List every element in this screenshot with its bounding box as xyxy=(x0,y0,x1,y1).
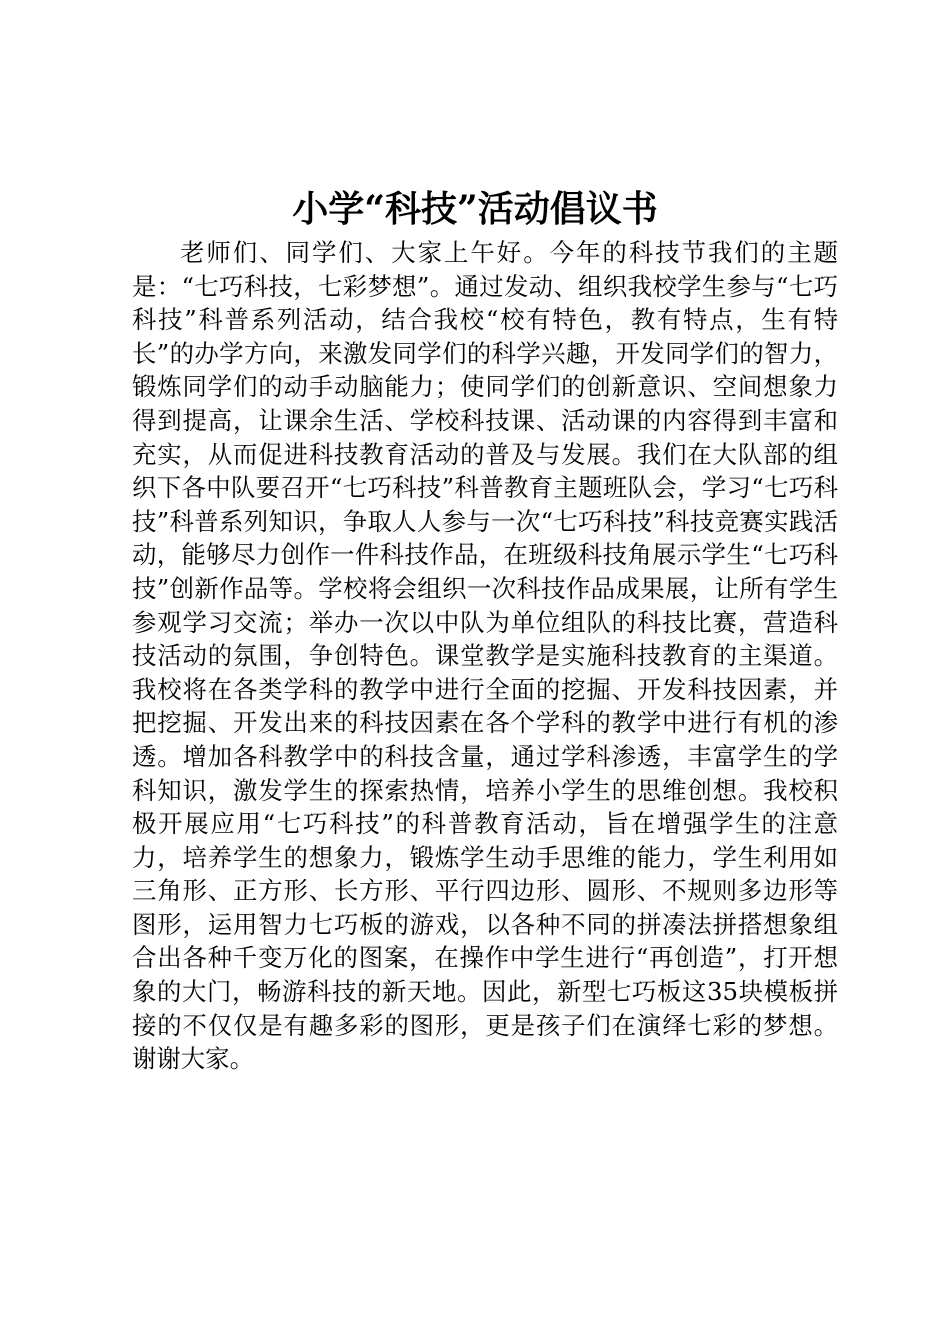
document-title: 小学“科技”活动倡议书 xyxy=(292,188,658,230)
document-body-paragraph: 老师们、同学们、大家上午好。今年的科技节我们的主题是：“七巧科技，七彩梦想”。通过发动、组织我校学生参与“七巧科技”科普系列活动，结合我校“校有特色，教有特点，生有特长”的办学方向，来激发同学们的科学兴趣，开发同学们的智力，锻炼同学们的动手动脑能力；使同学们的创新意识、空间想象力得到提高，让课余生活、学校科技课、活动课的内容得到丰富和充实，从而促进科技教育活动的普及与发展。我们在大队部的组织下各中队要召开“七巧科技”科普教育主题班队会，学习“七巧科技”科普系列知识，争取人人参与一次“七巧科技”科技竞赛实践活动，能够尽力创作一件科技作品，在班级科技角展示学生“七巧科技”创新作品等。学校将会组织一次科技作品成果展，让所有学生参观学习交流；举办一次以中队为单位组队的科技比赛，营造科技活动的氛围，争创特色。课堂教学是实施科技教育的主渠道。我校将在各类学科的教学中进行全面的挖掘、开发科技因素，并把挖掘、开发出来的科技因素在各个学科的教学中进行有机的渗透。增加各科教学中的科技含量，通过学科渗透，丰富学生的学科知识，激发学生的探索热情，培养小学生的思维创想。我校积极开展应用“七巧科技”的科普教育活动，旨在增强学生的注意力，培养学生的想象力，锻炼学生动手思维的能力，学生利用如三角形、正方形、长方形、平行四边形、圆形、不规则多边形等图形，运用智力七巧板的游戏，以各种不同的拼凑法拼搭想象组合出各种千变万化的图案，在操作中学生进行“再创造”，打开想象的大门，畅游科技的新天地。因此，新型七巧板这35块模板拼接的不仅仅是有趣多彩的图形，更是孩子们在演绎七彩的梦想。谢谢大家。 xyxy=(132,238,838,1074)
